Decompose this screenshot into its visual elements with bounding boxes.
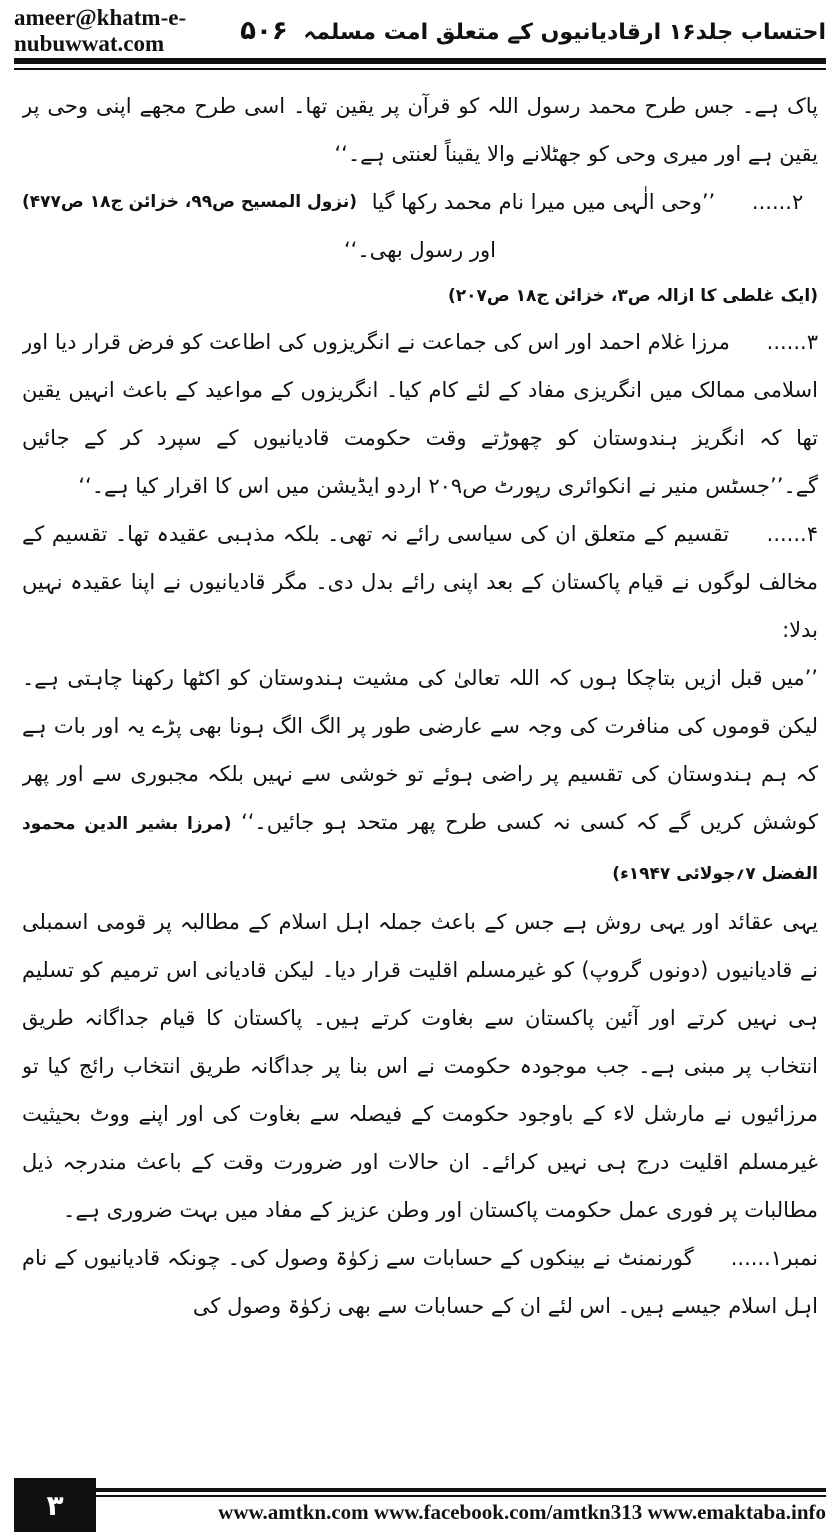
paragraph-1 (22, 82, 818, 212)
page-header (14, 5, 826, 56)
item-2-reference: (ایک غلطی کا ازالہ ص۳، خزائن ج۱۸ ص۲۰۷) (447, 286, 818, 306)
item-2-number: ۲...... (751, 190, 804, 214)
footer-rule-thick (14, 1488, 826, 1492)
header-book-title: احتساب جلد۱۶ ارقادیانیوں کے متعلق امت مسلمہ (303, 20, 826, 45)
demand-1-text: گورنمنٹ نے بینکوں کے حسابات سے زکوٰۃ وصول کی۔ چونکہ قادیانیوں کے نام اہل اسلام جیسے ہیں۔ اس لئے ان کے حسابات سے بھی زکوٰۃ وصول کی (22, 1246, 818, 1318)
page-body (22, 82, 818, 1452)
header-rule-thin (14, 68, 826, 70)
paragraph-1-reference: (نزول المسیح ص۹۹، خزائن ج۱۸ ص۴۷۷) (22, 192, 357, 212)
demand-1-number: نمبر۱...... (730, 1246, 818, 1270)
item-4-text: تقسیم کے متعلق ان کی سیاسی رائے نہ تھی۔ بلکہ مذہبی عقیدہ تھا۔ تقسیم کے مخالف لوگوں نے قیام پاکستان کے بعد اپنی رائے بدل دی۔ مگر قادیانیوں نے اپنا عقیدہ نہیں بدلا: (22, 522, 818, 642)
header-title (234, 16, 826, 46)
item-3-number: ۳...... (766, 330, 818, 354)
item-4 (22, 510, 818, 654)
page-footer (14, 1488, 826, 1532)
footer-links[interactable]: www.amtkn.com www.facebook.com/amtkn313 www.emaktaba.info (218, 1500, 826, 1524)
quote-text: ’’میں قبل ازیں بتاچکا ہوں کہ اللہ تعالیٰ کی مشیت ہندوستان کو اکٹھا رکھنا چاہتی ہے۔ لیکن قوموں کی منافرت کی وجہ سے عارضی طور پر الگ الگ ہونا بھی پڑے یہ اور بات ہے کہ ہم ہندوستان کی تقسیم پر راضی ہوئے تو خوشی سے نہیں بلکہ مجبوری سے اور پھر کوشش کریں گے کہ کسی نہ کسی طرح پھر متحد ہو جائیں۔‘‘ (22, 666, 818, 834)
header-email[interactable]: ameer@khatm-e-nubuwwat.com (14, 5, 187, 56)
item-3 (22, 318, 818, 510)
demand-1 (22, 1234, 818, 1330)
header-rule-thick (14, 58, 826, 64)
paragraph-5: یہی عقائد اور یہی روش ہے جس کے باعث جملہ اہل اسلام کے مطالبہ پر قومی اسمبلی نے قادیانیوں (دونوں گروپ) کو غیرمسلم اقلیت قرار دیا۔ لیکن قادیانی اس ترمیم کو تسلیم ہی نہیں کرتے اور آئین پاکستان سے بغاوت کرتے ہیں۔ پاکستان کا قیام جداگانہ طریق انتخاب پر مبنی ہے۔ جب موجودہ حکومت نے اس بنا پر جداگانہ طریق انتخاب رائج کیا تو مرزائیوں نے مارشل لاء کے باوجود حکومت کے فیصلہ سے بغاوت کی اور اپنے ووٹ بحیثیت غیرمسلم اقلیت درج ہی نہیں کرائے۔ ان حالات اور ضرورت وقت کے باعث مندرجہ ذیل مطالبات پر فوری عمل حکومت پاکستان اور وطن عزیز کے مفاد میں بہت ضروری ہے۔ (22, 910, 818, 1222)
item-3-text: مرزا غلام احمد اور اس کی جماعت نے انگریزوں کی اطاعت کو فرض قرار دیا اور اسلامی ممالک میں انگریزی مفاد کے لئے کام کیا۔ انگریزوں کے مواعید کے باعث انہیں یقین تھا کہ انگریز ہندوستان کو چھوڑتے وقت حکومت قادیانیوں کے سپرد کر کے جائیں گے۔’’جسٹس منیر نے انکوائری رپورٹ ص۲۰۹ اردو ایڈیشن میں اس کا اقرار کیا ہے۔‘‘ (22, 330, 818, 498)
item-4-number: ۴...... (766, 522, 818, 546)
paragraph-1-text: پاک ہے۔ جس طرح محمد رسول اللہ کو قرآن پر یقین تھا۔ اسی طرح مجھے اپنی وحی پر یقین ہے اور میری وحی کو جھٹلانے والا یقیناً لعنتی ہے۔‘‘ (22, 94, 818, 166)
quote-reference: (مرزا بشیر الدین محمود الفضل ۷؍جولائی ۱۹۴۷ء) (22, 814, 818, 884)
quote-block (22, 654, 818, 898)
item-2-text: ’’وحی الٰہی میں میرا نام محمد رکھا گیا اور رسول بھی۔‘‘ (344, 190, 716, 262)
header-page-number: ۵۰۶ (240, 16, 288, 46)
footer-page-number: ۳ (14, 1478, 96, 1532)
footer-rule-thin (14, 1495, 826, 1497)
